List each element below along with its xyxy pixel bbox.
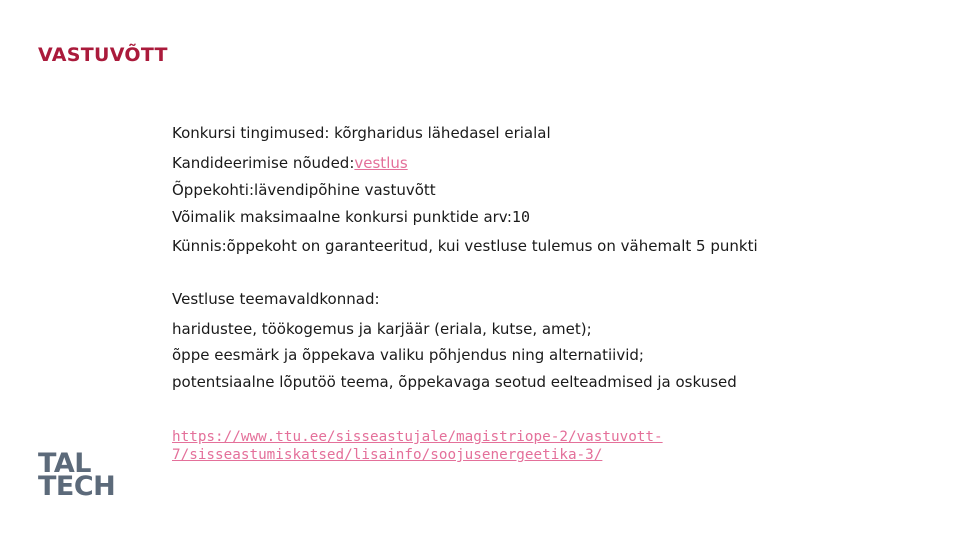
- conditions-value: kõrgharidus lähedasel erialal: [329, 124, 551, 142]
- topic-item: potentsiaalne lõputöö teema, õppekavaga seotud eelteadmised ja oskused: [172, 373, 737, 391]
- places-line: [172, 181, 436, 200]
- conditions-line: [172, 124, 551, 143]
- taltech-logo: [38, 448, 116, 502]
- requirements-link[interactable]: vestlus: [354, 154, 408, 172]
- places-value: lävendipõhine vastuvõtt: [254, 181, 436, 199]
- topic-item: õppe eesmärk ja õppekava valiku põhjendus ning alternatiivid;: [172, 346, 644, 364]
- logo-line-2: TECH: [38, 471, 116, 502]
- topics-heading: Vestluse teemavaldkonnad:: [172, 290, 380, 308]
- logo-line-1: TAL: [38, 448, 91, 479]
- requirements-label: Kandideerimise nõuded:: [172, 154, 355, 172]
- requirements-line: [172, 154, 408, 173]
- threshold-value: õppekoht on garanteeritud, kui vestluse tulemus on vähemalt 5 punkti: [226, 237, 758, 255]
- url-line-1[interactable]: https://www.ttu.ee/sisseastujale/magistriope-2/vastuvott-: [172, 429, 663, 445]
- max-points-label: Võimalik maksimaalne konkursi punktide arv:: [172, 208, 512, 226]
- max-points-value: 10: [511, 208, 530, 226]
- slide-title: VASTUVÕTT: [38, 44, 168, 66]
- threshold-label: Künnis:: [172, 237, 227, 255]
- conditions-label: Konkursi tingimused:: [172, 124, 330, 142]
- topic-item: haridustee, töökogemus ja karjäär (eriala, kutse, amet);: [172, 320, 592, 338]
- url-line-2[interactable]: 7/sisseastumiskatsed/lisainfo/soojusenergeetika-3/: [172, 447, 603, 463]
- admission-info-link[interactable]: [172, 428, 663, 464]
- threshold-line: [172, 237, 758, 256]
- max-points-line: [172, 208, 530, 227]
- places-label: Õppekohti:: [172, 181, 255, 199]
